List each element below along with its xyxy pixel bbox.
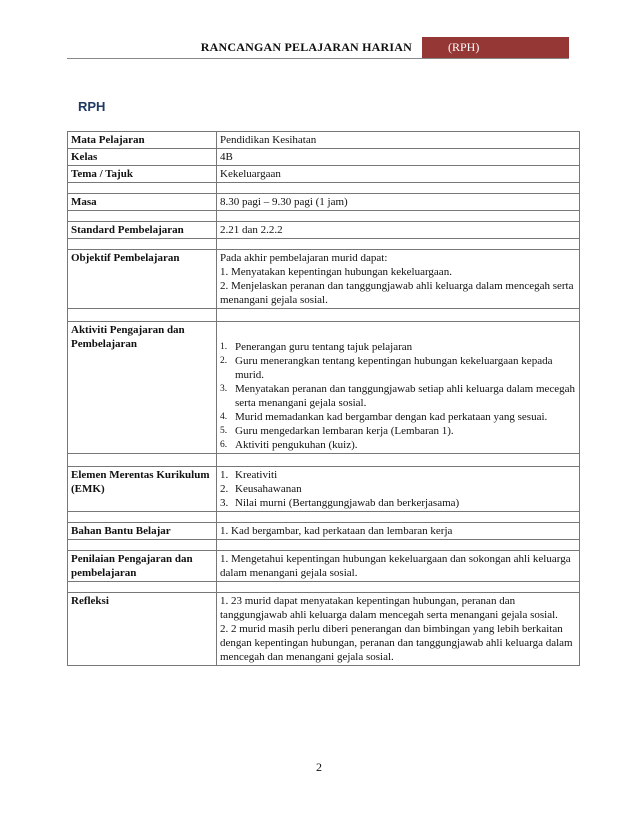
lesson-plan-table bbox=[67, 131, 580, 666]
row-value bbox=[217, 467, 580, 512]
table-row-objective bbox=[68, 250, 580, 309]
reflection-line: 2. 2 murid masih perlu diberi penerangan dan bimbingan yang lebih berkaitan dengan kepentingan hubungan, peranan dan tanggungjawab ahli keluarga dalam mencegah dan menangani gejala sosial. bbox=[220, 623, 573, 663]
list-item: 3. Nilai murni (Bertanggungjawab dan berkerjasama) bbox=[220, 497, 460, 509]
list-item: 3. Menyatakan peranan dan tanggungjawab setiap ahli keluarga dalam mecegah serta menangani gejala sosial. bbox=[220, 383, 576, 409]
row-label: Standard Pembelajaran bbox=[68, 222, 217, 239]
row-value: 4B bbox=[217, 149, 580, 166]
row-label: Aktiviti Pengajaran dan Pembelajaran bbox=[68, 322, 217, 454]
spacer-row bbox=[68, 211, 580, 222]
list-item: 4. Murid memadankan kad bergambar dengan kad perkataan yang sesuai. bbox=[220, 411, 548, 423]
row-value bbox=[217, 322, 580, 454]
objective-line: 2. Menjelaskan peranan dan tanggungjawab ahli keluarga dalam mencegah serta menangani gejala sosial. bbox=[220, 280, 574, 306]
spacer-row bbox=[68, 309, 580, 322]
table-row-assessment bbox=[68, 551, 580, 582]
row-value: Kekeluargaan bbox=[217, 166, 580, 183]
row-value bbox=[217, 593, 580, 666]
table-row-emk bbox=[68, 467, 580, 512]
table-row-subject bbox=[68, 132, 580, 149]
row-label: Mata Pelajaran bbox=[68, 132, 217, 149]
row-label: Elemen Merentas Kurikulum (EMK) bbox=[68, 467, 217, 512]
table-row-standard bbox=[68, 222, 580, 239]
table-row-theme bbox=[68, 166, 580, 183]
row-label: Penilaian Pengajaran dan pembelajaran bbox=[68, 551, 217, 582]
header-tag: (RPH) bbox=[422, 37, 569, 58]
table-row-reflection bbox=[68, 593, 580, 666]
row-value: 2.21 dan 2.2.2 bbox=[217, 222, 580, 239]
row-value: 8.30 pagi – 9.30 pagi (1 jam) bbox=[217, 194, 580, 211]
row-value: 1. Kad bergambar, kad perkataan dan lembaran kerja bbox=[217, 523, 580, 540]
list-item: 2. Guru menerangkan tentang kepentingan hubungan kekeluargaan kepada murid. bbox=[220, 355, 553, 381]
spacer-row bbox=[68, 582, 580, 593]
spacer-row bbox=[68, 540, 580, 551]
list-item: 5. Guru mengedarkan lembaran kerja (Lembaran 1). bbox=[220, 425, 454, 437]
document-heading: RPH bbox=[78, 99, 106, 114]
list-item: 2. Keusahawanan bbox=[220, 483, 302, 495]
spacer-row bbox=[68, 454, 580, 467]
spacer-row bbox=[68, 183, 580, 194]
objective-line: Pada akhir pembelajaran murid dapat: bbox=[220, 252, 388, 264]
list-item: 1. Kreativiti bbox=[220, 469, 278, 481]
emk-list bbox=[220, 468, 576, 510]
table-row-class bbox=[68, 149, 580, 166]
row-label: Bahan Bantu Belajar bbox=[68, 523, 217, 540]
row-label: Objektif Pembelajaran bbox=[68, 250, 217, 309]
reflection-line: 1. 23 murid dapat menyatakan kepentingan hubungan, peranan dan tanggungjawab ahli keluarga dalam mencegah serta menangani gejala sosial. bbox=[220, 595, 558, 621]
row-value: 1. Mengetahui kepentingan hubungan kekeluargaan dan sokongan ahli keluarga dalam menangani gejala sosial. bbox=[217, 551, 580, 582]
page-number: 2 bbox=[316, 760, 322, 774]
row-label: Refleksi bbox=[68, 593, 217, 666]
spacer-row bbox=[68, 512, 580, 523]
header-title: RANCANGAN PELAJARAN HARIAN bbox=[200, 40, 412, 54]
table-row-materials bbox=[68, 523, 580, 540]
row-label: Tema / Tajuk bbox=[68, 166, 217, 183]
header-rule bbox=[67, 58, 569, 59]
spacer-row bbox=[68, 239, 580, 250]
row-value: Pendidikan Kesihatan bbox=[217, 132, 580, 149]
table-row-time bbox=[68, 194, 580, 211]
row-label: Kelas bbox=[68, 149, 217, 166]
list-item: 6. Aktiviti pengukuhan (kuiz). bbox=[220, 439, 358, 451]
objective-line: 1. Menyatakan kepentingan hubungan kekeluargaan. bbox=[220, 266, 452, 278]
row-label: Masa bbox=[68, 194, 217, 211]
table-row-activities bbox=[68, 322, 580, 454]
list-item: 1. Penerangan guru tentang tajuk pelajaran bbox=[220, 341, 413, 353]
activities-list bbox=[220, 340, 576, 452]
row-value bbox=[217, 250, 580, 309]
